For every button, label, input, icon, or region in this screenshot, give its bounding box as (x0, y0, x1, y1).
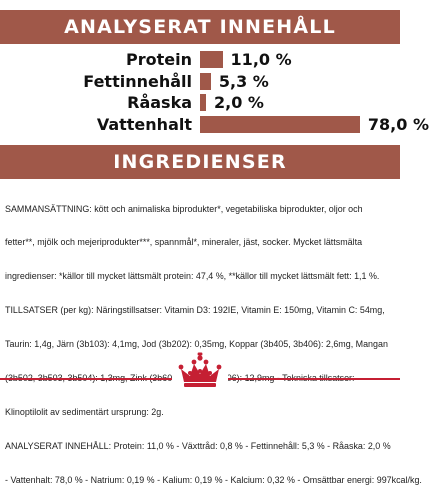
ingredients-line: SAMMANSÄTTNING: kött och animaliska biprodukter*, vegetabiliska biprodukter, oljor och (5, 203, 363, 215)
nutrient-value: 78,0 % (367, 115, 429, 134)
ingredients-line: ANALYSERAT INNEHÅLL: Protein: 11,0 % - Växttråd: 0,8 % - Fettinnehåll: 5,3 % - Råaska: 2,0 % (5, 440, 391, 452)
analysis-heading: ANALYSERAT INNEHÅLL (64, 16, 336, 38)
ingredients-line: TILLSATSER (per kg): Näringstillsatser: Vitamin D3: 192IE, Vitamin E: 150mg, Vitamin C: 54mg, (5, 305, 385, 317)
ingredients-line: Taurin: 1,4g, Järn (3b103): 4,1mg, Jod (3b202): 0,35mg, Koppar (3b405, 3b406): 2,6mg, Mangan (5, 339, 388, 351)
nutrient-bar (200, 73, 211, 90)
analysis-heading-banner (0, 10, 400, 44)
nutrient-name: Råaska (127, 93, 192, 112)
ingredients-heading: INGREDIENSER (113, 151, 287, 173)
nutrient-value: 5,3 % (218, 72, 269, 91)
nutrient-value: 11,0 % (230, 50, 292, 69)
nutrient-row-moisture (0, 113, 429, 137)
ingredients-heading-banner (0, 145, 400, 179)
ingredients-line: ingredienser: *källor till mycket lättsmält protein: 47,4 %, **källor till mycket lättsmält fett: 1,1 %. (5, 271, 380, 283)
nutrient-name: Vattenhalt (96, 115, 192, 134)
nutrient-bar (200, 51, 223, 68)
ingredients-line: Klinoptilolit av sedimentärt ursprung: 2g. (5, 406, 164, 418)
nutrient-value: 2,0 % (214, 93, 264, 112)
nutrient-bar (200, 116, 360, 133)
nutrient-bar (200, 94, 206, 111)
ingredients-line: fetter**, mjölk och mejeriprodukter***, spannmål*, mineraler, jäst, socker. Mycket lättsmälta (5, 237, 363, 249)
nutrient-row-protein (0, 48, 400, 72)
nutrient-name: Fettinnehåll (83, 72, 192, 91)
nutrient-name: Protein (126, 50, 192, 69)
nutrient-row-ash (0, 91, 400, 115)
ingredients-line: - Vattenhalt: 78,0 % - Natrium: 0,19 % - Kalium: 0,19 % - Kalcium: 0,32 % - Omsättbar energi: 997kcal/kg. (5, 474, 422, 486)
crown-icon (172, 352, 228, 392)
ingredients-text (5, 181, 422, 497)
